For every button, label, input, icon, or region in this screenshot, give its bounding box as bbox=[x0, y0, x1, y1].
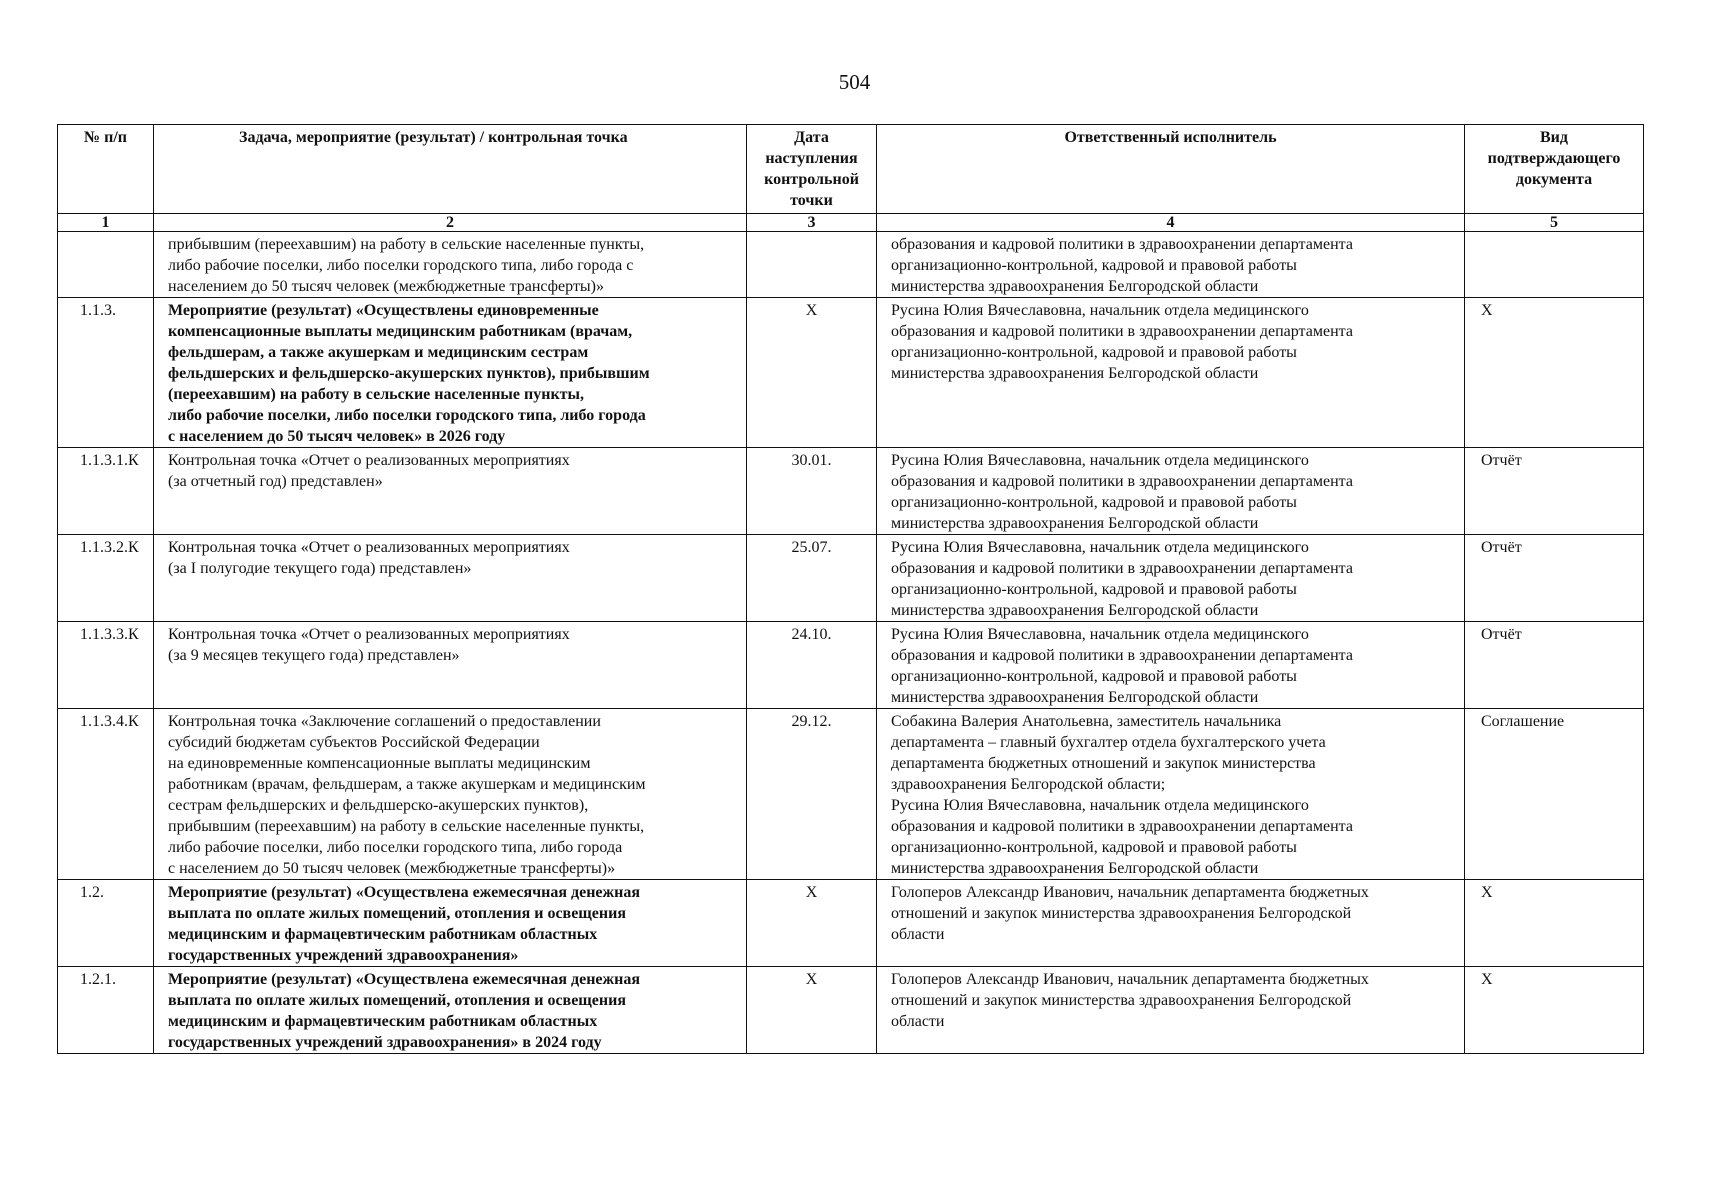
table-row bbox=[58, 535, 1644, 622]
table-row bbox=[58, 448, 1644, 535]
row-task: Контрольная точка «Отчет о реализованных мероприятиях (за 9 месяцев текущего года) представлен» bbox=[154, 622, 747, 709]
row-executor: Русина Юлия Вячеславовна, начальник отдела медицинского образования и кадровой политики в здравоохранении департамента организационно-контрольной, кадровой и правовой работы министерства здравоохранения Белгородской области bbox=[877, 622, 1465, 709]
header-num: № п/п bbox=[58, 125, 154, 214]
page-number: 504 bbox=[838, 70, 871, 94]
row-doc: Отчёт bbox=[1465, 622, 1644, 709]
row-task: Мероприятие (результат) «Осуществлена ежемесячная денежная выплата по оплате жилых помещений, отопления и освещения медицинским и фармацевтическим работникам областных государственных учреждений здравоохранения» bbox=[154, 880, 747, 967]
column-number: 3 bbox=[747, 214, 877, 232]
row-doc: X bbox=[1465, 967, 1644, 1054]
row-doc: Отчёт bbox=[1465, 448, 1644, 535]
column-number: 4 bbox=[877, 214, 1465, 232]
column-number: 1 bbox=[58, 214, 154, 232]
column-number-row bbox=[58, 214, 1644, 232]
row-executor: Голоперов Александр Иванович, начальник департамента бюджетных отношений и закупок министерства здравоохранения Белгородской области bbox=[877, 967, 1465, 1054]
row-executor: Русина Юлия Вячеславовна, начальник отдела медицинского образования и кадровой политики в здравоохранении департамента организационно-контрольной, кадровой и правовой работы министерства здравоохранения Белгородской области bbox=[877, 298, 1465, 448]
row-executor: Голоперов Александр Иванович, начальник департамента бюджетных отношений и закупок министерства здравоохранения Белгородской области bbox=[877, 880, 1465, 967]
row-executor: Русина Юлия Вячеславовна, начальник отдела медицинского образования и кадровой политики в здравоохранении департамента организационно-контрольной, кадровой и правовой работы министерства здравоохранения Белгородской области bbox=[877, 448, 1465, 535]
row-doc: X bbox=[1465, 298, 1644, 448]
row-num: 1.2.1. bbox=[58, 967, 154, 1054]
row-num bbox=[58, 232, 154, 298]
row-num: 1.1.3.1.К bbox=[58, 448, 154, 535]
table-row bbox=[58, 709, 1644, 880]
header-date: Дата наступления контрольной точки bbox=[747, 125, 877, 214]
row-doc bbox=[1465, 232, 1644, 298]
table-row bbox=[58, 880, 1644, 967]
row-task: Мероприятие (результат) «Осуществлена ежемесячная денежная выплата по оплате жилых помещений, отопления и освещения медицинским и фармацевтическим работникам областных государственных учреждений здравоохранения» в 2024 году bbox=[154, 967, 747, 1054]
row-num: 1.1.3.3.К bbox=[58, 622, 154, 709]
row-date: X bbox=[747, 880, 877, 967]
row-doc: Отчёт bbox=[1465, 535, 1644, 622]
row-num: 1.1.3.4.К bbox=[58, 709, 154, 880]
header-task: Задача, мероприятие (результат) / контрольная точка bbox=[154, 125, 747, 214]
row-num: 1.1.3.2.К bbox=[58, 535, 154, 622]
row-task: Контрольная точка «Отчет о реализованных мероприятиях (за отчетный год) представлен» bbox=[154, 448, 747, 535]
table-row bbox=[58, 967, 1644, 1054]
row-num: 1.2. bbox=[58, 880, 154, 967]
row-task: Мероприятие (результат) «Осуществлены единовременные компенсационные выплаты медицинским работникам (врачам, фельдшерам, а также акушеркам и медицинским сестрам фельдшерских и фельдшерско-акушерских пунктов), прибывшим (переехавшим) на работу в сельские населенные пункты, либо рабочие поселки, либо поселки городского типа, либо города с населением до 50 тысяч человек» в 2026 году bbox=[154, 298, 747, 448]
row-date: 24.10. bbox=[747, 622, 877, 709]
row-date bbox=[747, 232, 877, 298]
table-row bbox=[58, 298, 1644, 448]
column-number: 2 bbox=[154, 214, 747, 232]
row-executor: Собакина Валерия Анатольевна, заместитель начальника департамента – главный бухгалтер отдела бухгалтерского учета департамента бюджетных отношений и закупок министерства здравоохранения Белгородской области; Русина Юлия Вячеславовна, начальник отдела медицинского образования и кадровой политики в здравоохранении департамента организационно-контрольной, кадровой и правовой работы министерства здравоохранения Белгородской области bbox=[877, 709, 1465, 880]
row-task: прибывшим (переехавшим) на работу в сельские населенные пункты, либо рабочие поселки, либо поселки городского типа, либо города с населением до 50 тысяч человек (межбюджетные трансферты)» bbox=[154, 232, 747, 298]
row-date: 25.07. bbox=[747, 535, 877, 622]
row-date: 29.12. bbox=[747, 709, 877, 880]
table-row bbox=[58, 622, 1644, 709]
row-doc: Соглашение bbox=[1465, 709, 1644, 880]
row-date: X bbox=[747, 967, 877, 1054]
row-num: 1.1.3. bbox=[58, 298, 154, 448]
header-executor: Ответственный исполнитель bbox=[877, 125, 1465, 214]
header-row bbox=[58, 125, 1644, 214]
control-points-table bbox=[57, 124, 1644, 1054]
row-doc: X bbox=[1465, 880, 1644, 967]
header-doc: Вид подтверждающего документа bbox=[1465, 125, 1644, 214]
row-date: 30.01. bbox=[747, 448, 877, 535]
column-number: 5 bbox=[1465, 214, 1644, 232]
row-task: Контрольная точка «Заключение соглашений о предоставлении субсидий бюджетам субъектов Российской Федерации на единовременные компенсационные выплаты медицинским работникам (врачам, фельдшерам, а также акушеркам и медицинским сестрам фельдшерских и фельдшерско-акушерских пунктов), прибывшим (переехавшим) на работу в сельские населенные пункты, либо рабочие поселки, либо поселки городского типа, либо города с населением до 50 тысяч человек (межбюджетные трансферты)» bbox=[154, 709, 747, 880]
row-date: X bbox=[747, 298, 877, 448]
row-task: Контрольная точка «Отчет о реализованных мероприятиях (за I полугодие текущего года) представлен» bbox=[154, 535, 747, 622]
row-executor: образования и кадровой политики в здравоохранении департамента организационно-контрольной, кадровой и правовой работы министерства здравоохранения Белгородской области bbox=[877, 232, 1465, 298]
table-row bbox=[58, 232, 1644, 298]
row-executor: Русина Юлия Вячеславовна, начальник отдела медицинского образования и кадровой политики в здравоохранении департамента организационно-контрольной, кадровой и правовой работы министерства здравоохранения Белгородской области bbox=[877, 535, 1465, 622]
